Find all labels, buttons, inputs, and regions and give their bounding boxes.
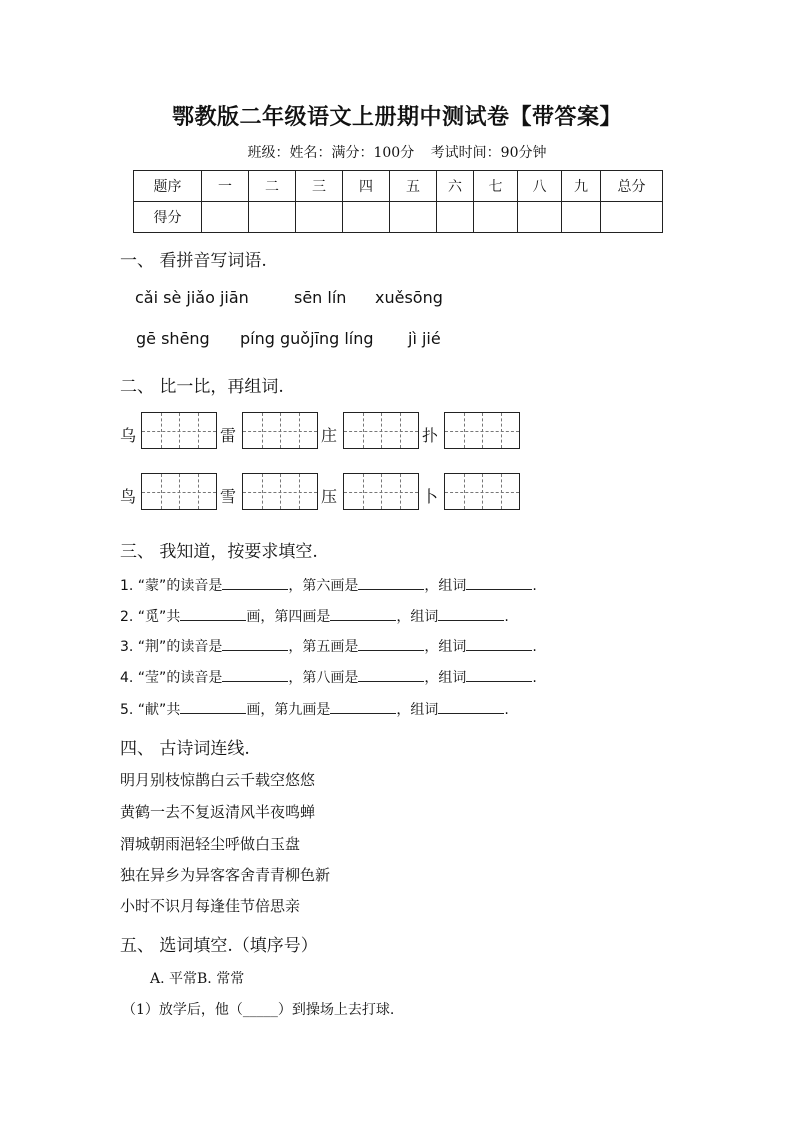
pinyin-item: cǎi sè jiǎo jiān	[135, 288, 249, 307]
page-title: 鄂教版二年级语文上册期中测试卷【带答案】	[171, 104, 622, 130]
answer-blank[interactable]	[466, 638, 532, 651]
section-3-heading: 三、 我知道，按要求填空.	[120, 542, 318, 562]
class-name-line: 班级：姓名：满分：100分	[247, 145, 415, 161]
compare-char: 鸟	[120, 487, 137, 506]
answer-blank[interactable]	[222, 577, 288, 590]
pinyin-item: xuěsōng	[375, 288, 443, 307]
score-cell[interactable]	[296, 202, 343, 233]
pinyin-item: gē shēng	[136, 329, 210, 348]
header-cell: 一	[202, 171, 249, 202]
row-label: 得分	[134, 202, 202, 233]
section-5-heading: 五、 选词填空.（填序号）	[120, 936, 318, 956]
writing-grid[interactable]	[141, 473, 217, 510]
writing-grid[interactable]	[242, 473, 318, 510]
pinyin-item: jì jié	[408, 329, 441, 348]
fill-item: 2. “觅”共 画，第四画是 ，组词 .	[120, 609, 509, 625]
writing-grid[interactable]	[444, 412, 520, 449]
answer-blank[interactable]	[466, 669, 532, 682]
answer-blank[interactable]	[438, 608, 504, 621]
header-cell: 三	[296, 171, 343, 202]
poem-line: 明月别枝惊鹊白云千载空悠悠	[120, 771, 316, 789]
header-cell: 题序	[134, 171, 202, 202]
score-cell[interactable]	[390, 202, 437, 233]
writing-grid[interactable]	[242, 412, 318, 449]
fill-item: 1. “蒙”的读音是 ，第六画是 ，组词 .	[120, 578, 537, 594]
compare-char: 庄	[321, 426, 338, 445]
answer-blank[interactable]	[358, 669, 424, 682]
section-1-heading: 一、 看拼音写词语.	[120, 251, 267, 271]
poem-line: 渭城朝雨浥轻尘呼做白玉盘	[120, 835, 301, 853]
answer-blank[interactable]	[222, 669, 288, 682]
header-cell: 二	[249, 171, 296, 202]
header-cell: 八	[518, 171, 562, 202]
writing-grid[interactable]	[141, 412, 217, 449]
answer-blank[interactable]	[358, 577, 424, 590]
compare-char: 雷	[220, 426, 237, 445]
fill-item: 5. “献”共 画，第九画是 ，组词 .	[120, 702, 509, 718]
score-table	[133, 170, 663, 233]
word-options: A. 平常B. 常常	[150, 971, 245, 987]
score-table-header-row	[134, 171, 663, 202]
exam-info	[0, 142, 794, 162]
pinyin-item: píng guǒjīng líng	[240, 329, 374, 348]
section-2-heading: 二、 比一比，再组词.	[120, 377, 284, 397]
writing-grid[interactable]	[444, 473, 520, 510]
compare-char: 扑	[422, 426, 439, 445]
question-1: （1）放学后，他（_____）到操场上去打球.	[122, 1002, 395, 1018]
fill-item: 4. “莹”的读音是 ，第八画是 ，组词 .	[120, 670, 537, 686]
answer-blank[interactable]	[466, 577, 532, 590]
writing-grid[interactable]	[343, 412, 419, 449]
answer-blank[interactable]	[180, 701, 246, 714]
compare-char: 雪	[220, 487, 237, 506]
header-cell: 七	[474, 171, 518, 202]
header-cell: 四	[343, 171, 390, 202]
poem-line: 独在异乡为异客客舍青青柳色新	[120, 866, 331, 884]
answer-blank[interactable]	[358, 638, 424, 651]
section-4-heading: 四、 古诗词连线.	[120, 739, 250, 759]
score-cell[interactable]	[562, 202, 601, 233]
fill-item: 3. “荆”的读音是 ，第五画是 ，组词 .	[120, 639, 537, 655]
score-cell[interactable]	[202, 202, 249, 233]
header-cell: 九	[562, 171, 601, 202]
score-table-score-row	[134, 202, 663, 233]
answer-blank[interactable]	[222, 638, 288, 651]
writing-grid[interactable]	[343, 473, 419, 510]
score-cell[interactable]	[474, 202, 518, 233]
score-cell[interactable]	[518, 202, 562, 233]
compare-char: 压	[321, 487, 338, 506]
header-cell: 六	[437, 171, 474, 202]
answer-blank[interactable]	[180, 608, 246, 621]
poem-line: 黄鹤一去不复返清风半夜鸣蝉	[120, 803, 316, 821]
compare-char: 乌	[120, 426, 137, 445]
score-cell[interactable]	[343, 202, 390, 233]
header-cell: 五	[390, 171, 437, 202]
header-cell: 总分	[601, 171, 663, 202]
pinyin-item: sēn lín	[294, 288, 347, 307]
answer-blank[interactable]	[330, 701, 396, 714]
answer-blank[interactable]	[330, 608, 396, 621]
compare-char: 卜	[422, 487, 439, 506]
answer-blank[interactable]	[438, 701, 504, 714]
score-cell[interactable]	[601, 202, 663, 233]
score-cell[interactable]	[437, 202, 474, 233]
exam-time: 考试时间：90分钟	[430, 145, 547, 161]
score-cell[interactable]	[249, 202, 296, 233]
poem-line: 小时不识月每逢佳节倍思亲	[120, 897, 301, 915]
